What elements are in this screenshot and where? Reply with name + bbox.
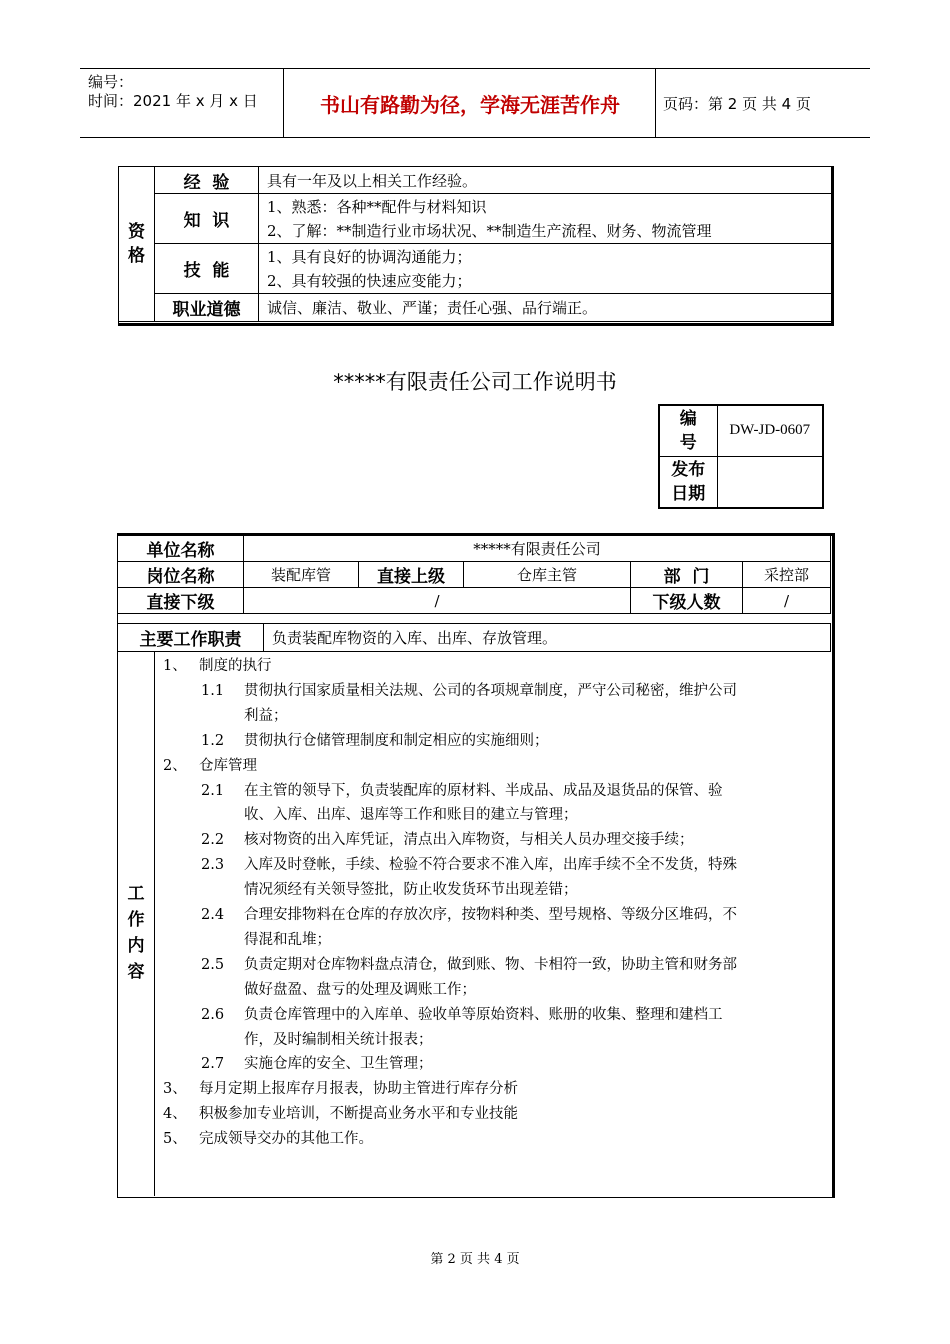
item-text: 核对物资的出入库凭证，清点出入库物资，与相关人员办理交接手续； [244, 832, 694, 849]
item-text: 负责定期对仓库物料盘点清仓，做到账、物、卡相符一致，协助主管和财务部 [244, 956, 737, 973]
subordinate-value: / [244, 588, 631, 614]
item-text: 合理安排物料在仓库的存放次序，按物料种类、型号规格、等级分区堆码，不 [244, 907, 737, 923]
qual-row-label: 知 识 [155, 194, 259, 244]
item-number: 4、 [163, 1106, 187, 1123]
item-number: 1.1 [201, 682, 225, 699]
duty-value: 负责装配库物资的入库、出库、存放管理。 [264, 624, 831, 652]
work-content-item [163, 1102, 518, 1126]
work-content-item [163, 754, 257, 778]
dept-label: 部 门 [631, 562, 743, 588]
header-meta [88, 73, 258, 111]
item-number: 2.2 [201, 832, 225, 849]
work-content-item [201, 779, 723, 803]
work-content-item [201, 953, 737, 977]
unit-value: *****有限责任公司 [244, 536, 831, 562]
item-text: 收、入库、出库、退库等工作和账目的建立与管理； [244, 807, 578, 824]
item-text: 利益； [244, 707, 288, 724]
header-motto: 书山有路勤为径，学海无涯苦作舟 [320, 92, 620, 117]
qual-row-label: 经 验 [155, 167, 259, 194]
qual-row-value: 1、具有良好的协调沟通能力； 2、具有较强的快速应变能力； [259, 244, 832, 294]
work-content-item [244, 803, 578, 827]
work-content-item [244, 878, 578, 902]
document-title: *****有限责任公司工作说明书 [333, 370, 617, 394]
qual-row-value: 具有一年及以上相关工作经验。 [259, 167, 832, 194]
item-text: 贯彻执行国家质量相关法规、公司的各项规章制度，严守公司秘密，维护公司 [244, 682, 737, 699]
code-box [658, 404, 824, 509]
work-content-item [201, 1003, 723, 1027]
work-content-item [201, 903, 737, 927]
code-value: DW-JD-0607 [717, 405, 823, 456]
page-header [80, 68, 870, 138]
sub-count-value: / [743, 588, 831, 614]
sub-count-label: 下级人数 [631, 588, 743, 614]
page-footer: 第 2 页 共 4 页 [430, 1252, 520, 1267]
item-text: 情况须经有关领导签批，防止收发货环节出现差错； [244, 882, 578, 899]
item-text: 实施仓库的安全、卫生管理； [244, 1056, 433, 1073]
qual-row-value: 1、熟悉：各种**配件与材料知识 2、了解：**制造行业市场状况、**制造生产流程、财务、物流管理 [259, 194, 832, 244]
unit-label: 单位名称 [118, 536, 244, 562]
date-value [717, 456, 823, 508]
work-content-item [201, 1052, 433, 1076]
content-label: 工作内容 [127, 884, 145, 982]
item-number: 2.4 [201, 907, 225, 923]
item-text: 得混和乱堆； [244, 931, 331, 948]
work-content-item [201, 679, 737, 703]
header-divider [655, 69, 656, 137]
duty-label: 主要工作职责 [118, 624, 264, 652]
date-label: 发布日期 [659, 456, 717, 508]
item-number: 2.6 [201, 1006, 225, 1023]
work-content-item [244, 704, 288, 728]
item-number: 2.3 [201, 857, 225, 874]
item-number: 3、 [163, 1081, 187, 1098]
work-content-item [244, 928, 331, 952]
dept-value: 采控部 [743, 562, 831, 588]
qual-row-label: 职业道德 [155, 294, 259, 322]
item-text: 仓库管理 [199, 757, 257, 774]
item-number: 5、 [163, 1131, 187, 1148]
item-text: 在主管的领导下，负责装配库的原材料、半成品、成品及退货品的保管、验 [244, 782, 723, 799]
item-text: 负责仓库管理中的入库单、验收单等原始资料、账册的收集、整理和建档工 [244, 1006, 723, 1023]
qualifications-table [118, 166, 834, 326]
qual-row-label: 技 能 [155, 244, 259, 294]
item-text: 积极参加专业培训，不断提高业务水平和专业技能 [199, 1106, 518, 1123]
item-number: 1、 [163, 658, 187, 674]
work-content-item [163, 1077, 518, 1101]
work-content-item [201, 853, 737, 877]
work-content-item [201, 828, 694, 852]
header-page-info: 页码：第 2 页 共 4 页 [663, 94, 811, 113]
header-time: 时间：2021 年 x 月 x 日 [88, 92, 258, 110]
item-text: 每月定期上报库存月报表，协助主管进行库存分析 [199, 1081, 518, 1098]
work-content-item [163, 1127, 373, 1151]
item-text: 作，及时编制相关统计报表； [244, 1031, 433, 1048]
superior-label: 直接上级 [359, 562, 464, 588]
item-text: 入库及时登帐，手续、检验不符合要求不准入库，出库手续不全不发货，特殊 [244, 857, 737, 874]
position-value: 装配库管 [244, 562, 359, 588]
item-number: 2、 [163, 757, 187, 774]
item-text: 完成领导交办的其他工作。 [199, 1131, 373, 1148]
job-description-table [117, 533, 835, 1198]
code-label: 编号 [659, 405, 717, 456]
work-content-item [163, 654, 272, 678]
item-number: 2.7 [201, 1056, 225, 1073]
subordinate-label: 直接下级 [118, 588, 244, 614]
item-number: 2.1 [201, 782, 225, 799]
item-text: 贯彻执行仓储管理制度和制定相应的实施细则； [244, 732, 549, 749]
qual-row-value: 诚信、廉洁、敬业、严谨；责任心强、品行端正。 [259, 294, 832, 322]
item-text: 做好盘盈、盘亏的处理及调账工作； [244, 981, 476, 998]
work-content-item [244, 1028, 433, 1052]
content-divider [154, 652, 155, 1196]
item-text: 制度的执行 [199, 658, 272, 674]
item-number: 1.2 [201, 732, 225, 749]
item-number: 2.5 [201, 956, 225, 973]
work-content-item [244, 978, 476, 1002]
superior-value: 仓库主管 [464, 562, 631, 588]
work-content-item [201, 729, 549, 753]
header-code: 编号： [88, 73, 134, 91]
qualifications-label: 资格 [119, 167, 155, 322]
position-label: 岗位名称 [118, 562, 244, 588]
